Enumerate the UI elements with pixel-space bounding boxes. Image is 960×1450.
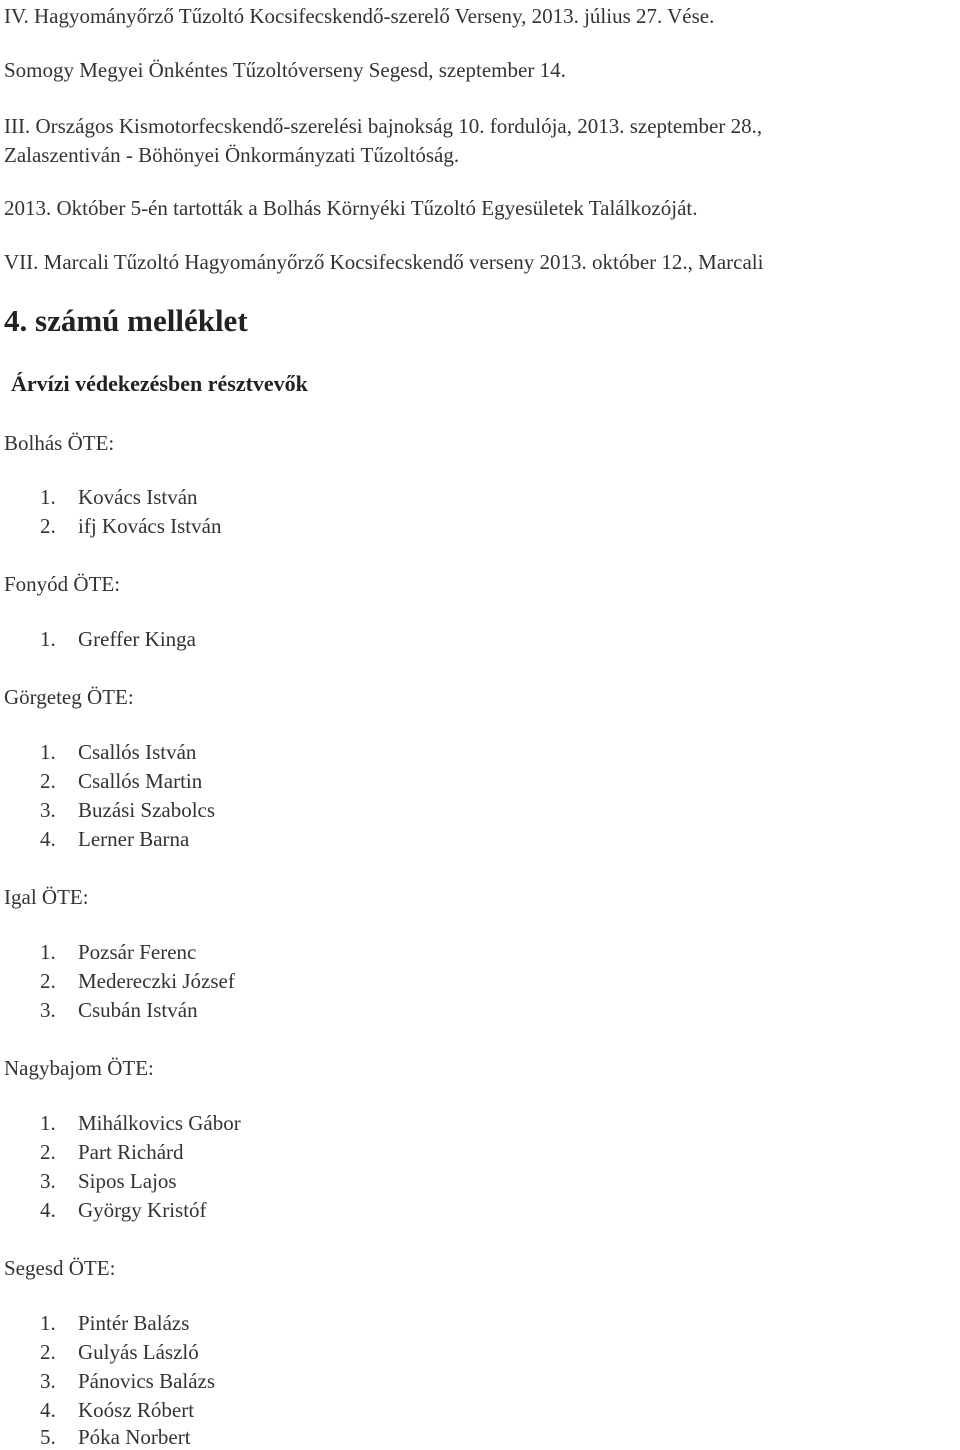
list-item: 1. Csallós István [40,740,197,764]
group-title-bolhas: Bolhás ÖTE: [4,431,115,455]
list-item: 2. Medereczki József [40,969,235,993]
group-title-nagybajom: Nagybajom ÖTE: [4,1056,154,1080]
list-item: 4. Lerner Barna [40,827,190,851]
intro-line-2: Somogy Megyei Önkéntes Tűzoltóverseny Segesd, szeptember 14. [4,58,566,82]
list-item: 1. Pozsár Ferenc [40,940,197,964]
intro-line-1: IV. Hagyományőrző Tűzoltó Kocsifecskendő-szerelő Verseny, 2013. július 27. Vése. [4,4,715,28]
list-item: 5. Póka Norbert [40,1425,191,1449]
list-item: 1. Kovács István [40,485,198,509]
intro-line-5: 2013. Október 5-én tartották a Bolhás Környéki Tűzoltó Egyesületek Találkozóját. [4,196,698,220]
list-item: 2. Part Richárd [40,1140,184,1164]
list-item: 2. Gulyás László [40,1340,199,1364]
group-title-igal: Igal ÖTE: [4,885,89,909]
group-title-fonyod: Fonyód ÖTE: [4,572,121,596]
list-item: 2. Csallós Martin [40,769,203,793]
list-item: 4. György Kristóf [40,1198,207,1222]
group-title-segesd: Segesd ÖTE: [4,1256,116,1280]
list-item: 1. Pintér Balázs [40,1311,190,1335]
list-item: 4. Koósz Róbert [40,1398,195,1422]
list-item: 3. Buzási Szabolcs [40,798,216,822]
list-item: 3. Csubán István [40,998,198,1022]
group-title-gorgeteg: Görgeteg ÖTE: [4,685,134,709]
list-item: 3. Pánovics Balázs [40,1369,216,1393]
list-item: 3. Sipos Lajos [40,1169,177,1193]
intro-line-3: III. Országos Kismotorfecskendő-szerelési bajnokság 10. fordulója, 2013. szeptember 28., [4,114,763,138]
list-item: 1. Greffer Kinga [40,627,196,651]
list-item: 1. Mihálkovics Gábor [40,1111,241,1135]
intro-line-4: Zalaszentiván - Böhönyei Önkormányzati Tűzoltóság. [4,143,460,167]
list-item: 2. ifj Kovács István [40,514,222,538]
participants-subheading: Árvízi védekezésben résztvevők [11,371,308,396]
annex-heading: 4. számú melléklet [4,303,248,338]
intro-line-6: VII. Marcali Tűzoltó Hagyományőrző Kocsifecskendő verseny 2013. október 12., Marcali [4,250,764,274]
